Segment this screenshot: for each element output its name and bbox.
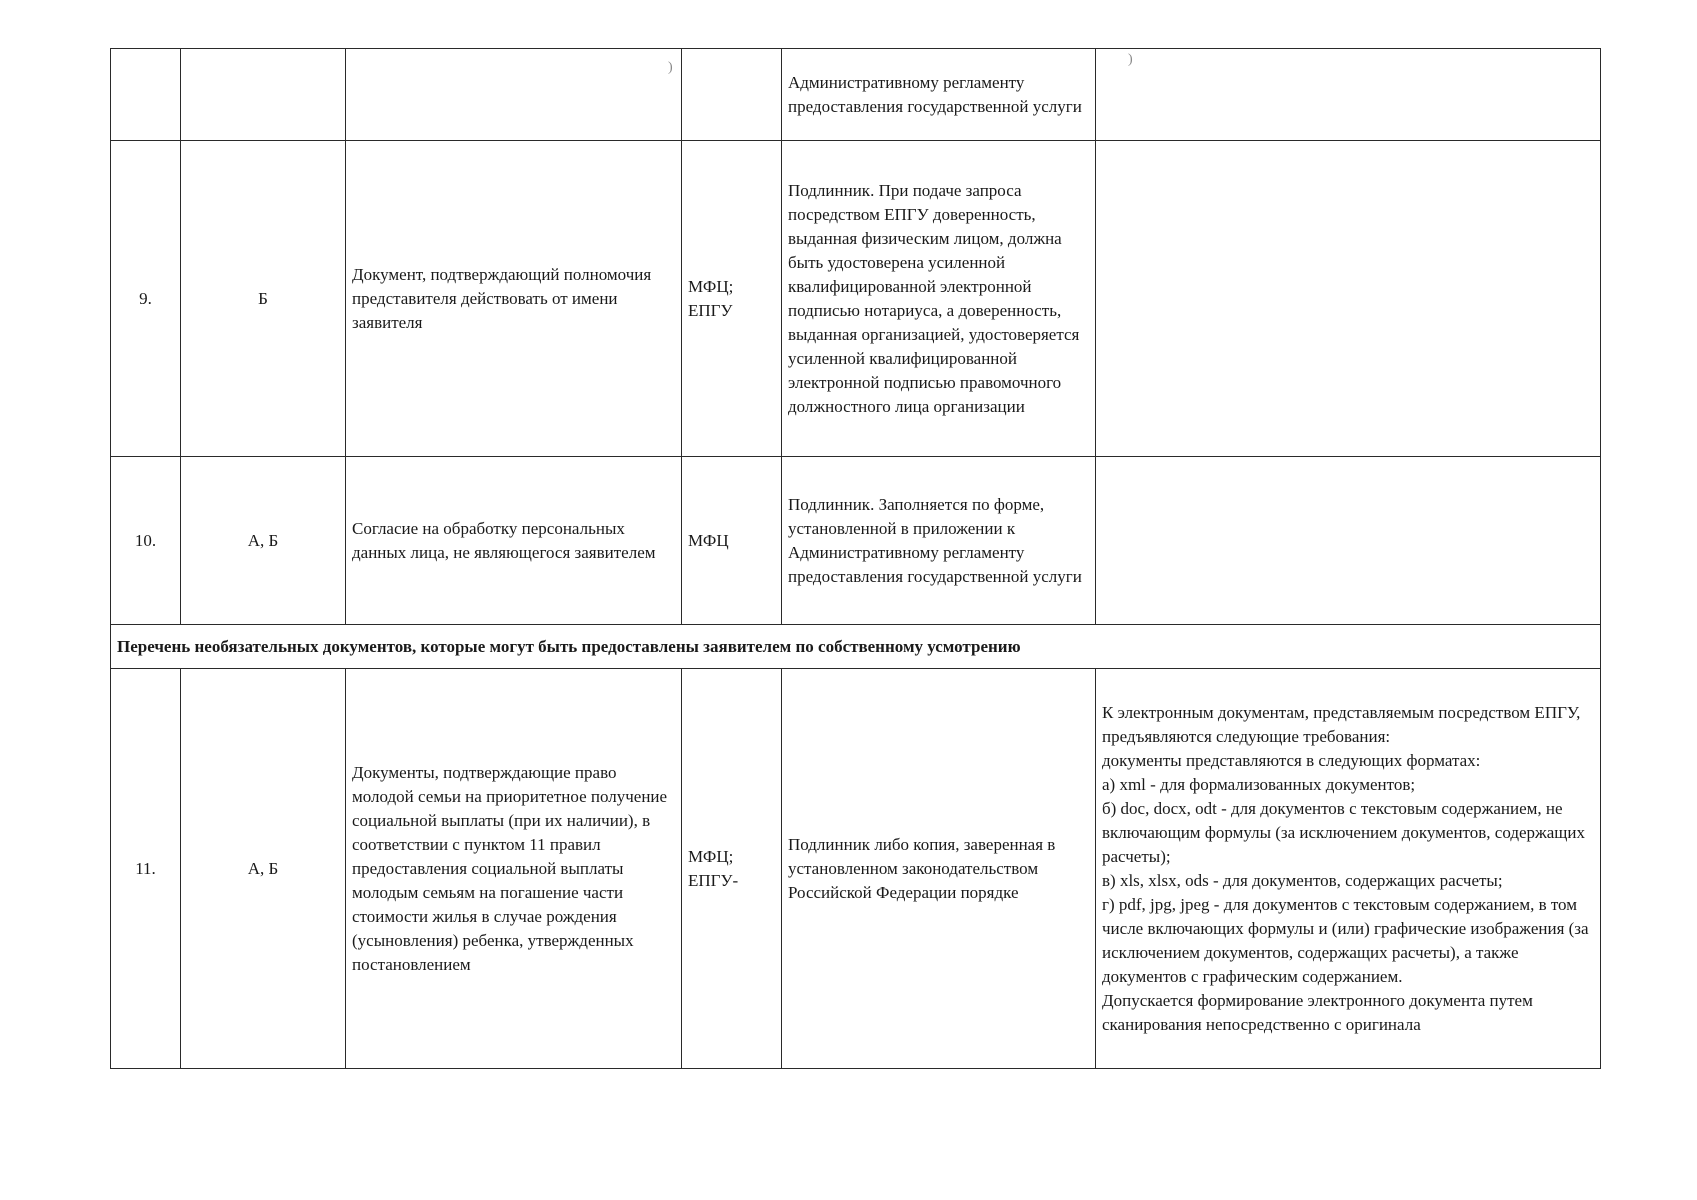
document-name-cell: Документ, подтверждающий полномочия представителя действовать от имени заявителя xyxy=(346,141,682,457)
document-name-cell xyxy=(346,49,682,141)
scan-artifact: ) xyxy=(1128,52,1133,67)
format-item-d: г) pdf, jpg, jpeg - для документов с текстовым содержанием, в том числе включающих формулы и (или) графические изображения (за исключением документов, содержащих расчеты), а также документов с графическим содержанием. xyxy=(1102,894,1589,986)
submission-place-cell: МФЦ xyxy=(682,457,782,625)
row-number-cell: 10. xyxy=(111,457,181,625)
submission-place-cell xyxy=(682,49,782,141)
row-number-cell: 9. xyxy=(111,141,181,457)
scanning-note: Допускается формирование электронного документа путем сканирования непосредственно с оригинала xyxy=(1102,990,1533,1034)
notes-cell xyxy=(1096,49,1601,141)
section-heading: Перечень необязательных документов, которые могут быть предоставлены заявителем по собственному усмотрению xyxy=(111,625,1601,669)
scan-artifact: ) xyxy=(668,60,673,75)
formats-intro: документы представляются в следующих форматах: xyxy=(1102,750,1481,770)
section-row xyxy=(111,625,1601,669)
format-item-a: а) xml - для формализованных документов; xyxy=(1102,774,1416,794)
document-name-cell: Согласие на обработку персональных данных лица, не являющегося заявителем xyxy=(346,457,682,625)
submission-place-cell: МФЦ; ЕПГУ- xyxy=(682,669,782,1069)
table-row xyxy=(111,669,1601,1069)
notes-cell xyxy=(1096,457,1601,625)
requirements-cell: Подлинник. При подаче запроса посредством ЕПГУ доверенность, выданная физическим лицом, должна быть удостоверена усиленной квалифицированной электронной подписью нотариуса, а доверенность, выданная организацией, удостоверяется усиленной квалифицированной электронной подписью правомочного должностного лица организации xyxy=(782,141,1096,457)
requirements-intro: К электронным документам, представляемым посредством ЕПГУ, предъявляются следующие требования: xyxy=(1102,702,1581,746)
format-item-c: в) xls, xlsx, ods - для документов, содержащих расчеты; xyxy=(1102,870,1503,890)
documents-table xyxy=(110,48,1601,1069)
notes-cell xyxy=(1096,141,1601,457)
applicant-category-cell: Б xyxy=(181,141,346,457)
requirements-cell: Подлинник либо копия, заверенная в установленном законодательством Российской Федерации порядке xyxy=(782,669,1096,1069)
applicant-category-cell: А, Б xyxy=(181,669,346,1069)
format-item-b: б) doc, docx, odt - для документов с текстовым содержанием, не включающим формулы (за исключением документов, содержащих расчеты); xyxy=(1102,798,1585,866)
submission-place-cell: МФЦ; ЕПГУ xyxy=(682,141,782,457)
electronic-requirements-cell xyxy=(1096,669,1601,1069)
requirements-cell: Административному регламенту предоставления государственной услуги xyxy=(782,49,1096,141)
table-row xyxy=(111,49,1601,141)
table-row xyxy=(111,457,1601,625)
applicant-category-cell xyxy=(181,49,346,141)
table-row xyxy=(111,141,1601,457)
applicant-category-cell: А, Б xyxy=(181,457,346,625)
row-number-cell xyxy=(111,49,181,141)
requirements-cell: Подлинник. Заполняется по форме, установленной в приложении к Административному регламенту предоставления государственной услуги xyxy=(782,457,1096,625)
document-name-cell: Документы, подтверждающие право молодой семьи на приоритетное получение социальной выплаты (при их наличии), в соответствии с пунктом 11 правил предоставления социальной выплаты молодым семьям на погашение части стоимости жилья в случае рождения (усыновления) ребенка, утвержденных постановлением xyxy=(346,669,682,1069)
row-number-cell: 11. xyxy=(111,669,181,1069)
